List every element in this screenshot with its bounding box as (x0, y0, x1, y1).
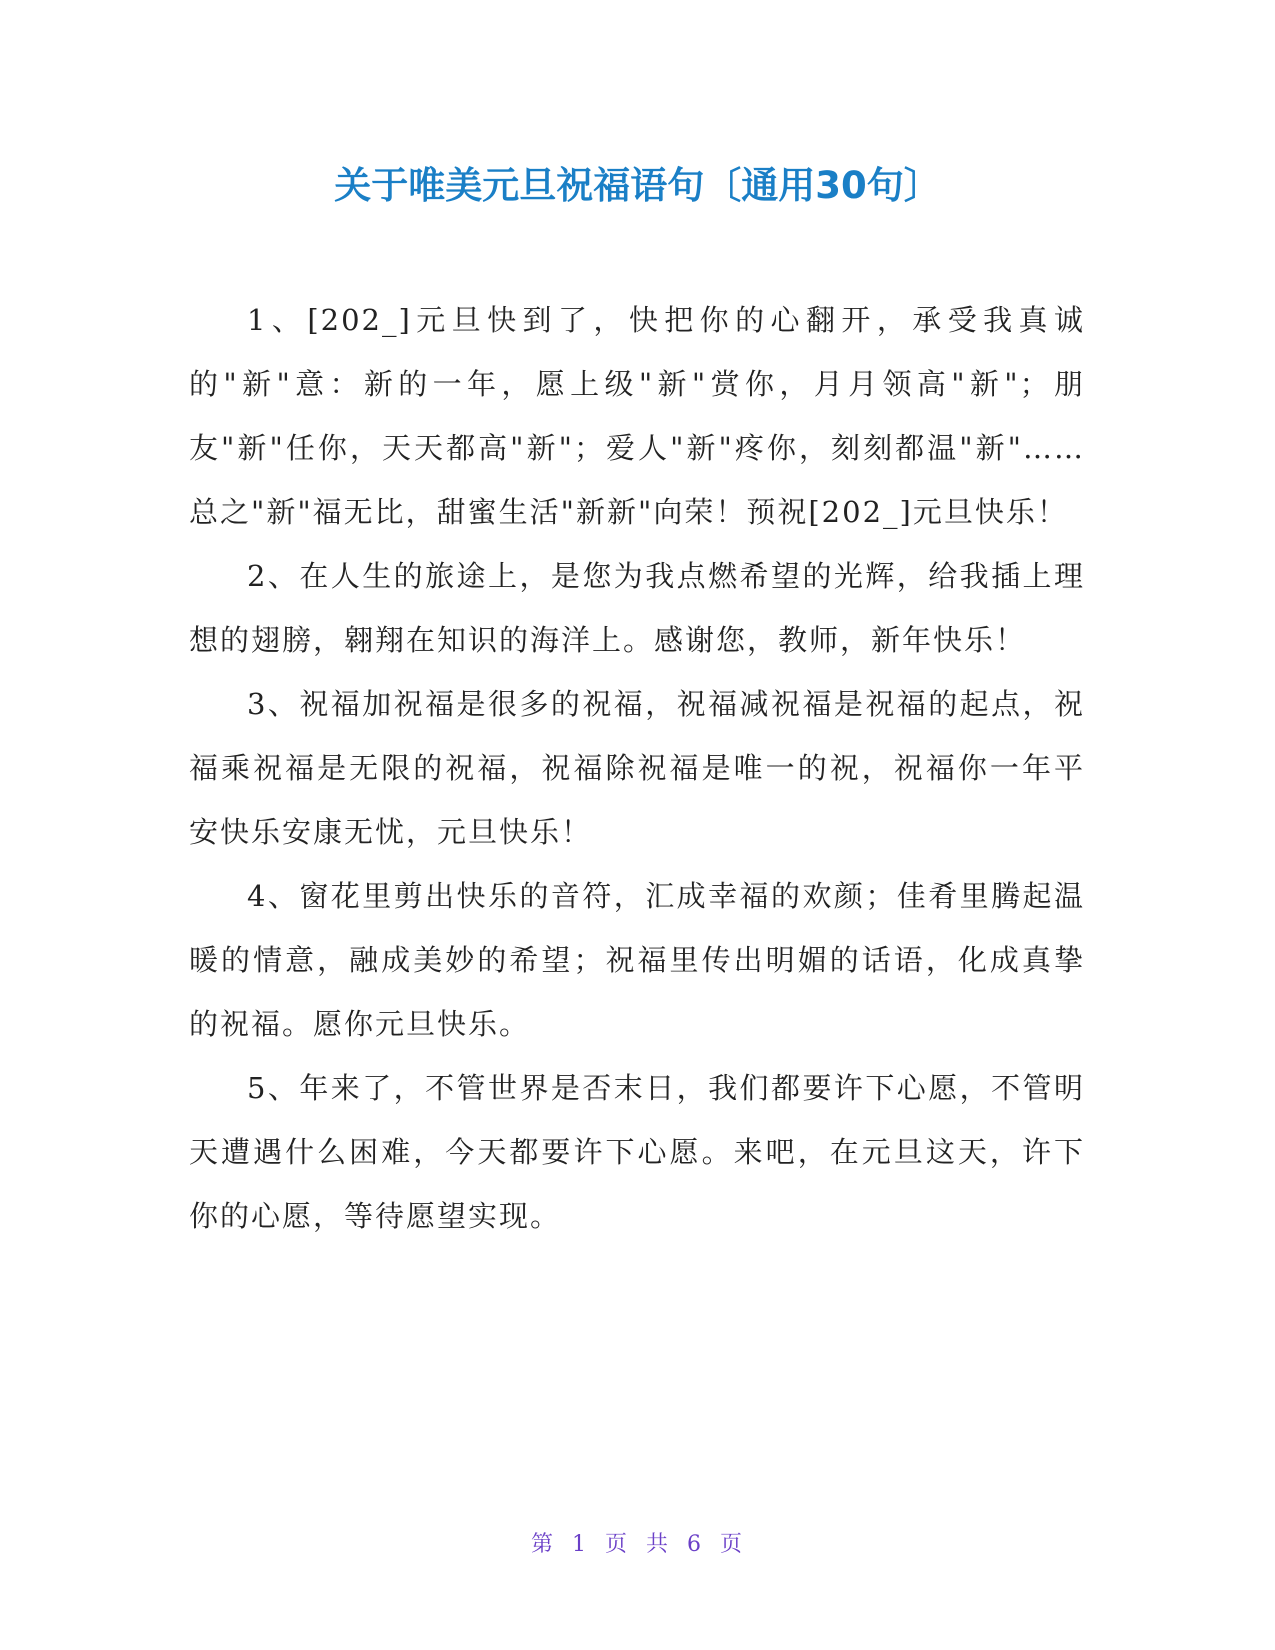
footer-current-page: 1 (571, 1532, 588, 1557)
paragraph-4: 4、窗花里剪出快乐的音符，汇成幸福的欢颜；佳肴里腾起温暖的情意，融成美妙的希望；祝福里传出明媚的话语，化成真挚的祝福。愿你元旦快乐。 (189, 879, 1085, 1041)
footer-page-suffix: 页 (720, 1532, 745, 1557)
page-title: 关于唯美元旦祝福语句〔通用30句〕 (334, 164, 941, 207)
footer-total-pages: 6 (687, 1532, 704, 1557)
footer-page-mid: 页 (604, 1532, 629, 1557)
document-body (189, 288, 1085, 1248)
paragraph-5: 5、年来了，不管世界是否末日，我们都要许下心愿，不管明天遭遇什么困难，今天都要许下心愿。来吧，在元旦这天，许下你的心愿，等待愿望实现。 (189, 1071, 1085, 1233)
paragraph-1: 1、[202_]元旦快到了，快把你的心翻开，承受我真诚的"新"意：新的一年，愿上级"新"赏你，月月领高"新"；朋友"新"任你，天天都高"新"；爱人"新"疼你，刻刻都温"新"……总之"新"福无比，甜蜜生活"新新"向荣！预祝[202_]元旦快乐！ (189, 303, 1085, 529)
footer-page-prefix: 第 (530, 1532, 555, 1557)
paragraph-2: 2、在人生的旅途上，是您为我点燃希望的光辉，给我插上理想的翅膀，翱翔在知识的海洋上。感谢您，教师，新年快乐！ (189, 559, 1085, 657)
page-footer (0, 1530, 1275, 1560)
footer-total-prefix: 共 (646, 1532, 671, 1557)
paragraph-3: 3、祝福加祝福是很多的祝福，祝福减祝福是祝福的起点，祝福乘祝福是无限的祝福，祝福除祝福是唯一的祝，祝福你一年平安快乐安康无忧，元旦快乐！ (189, 687, 1085, 849)
